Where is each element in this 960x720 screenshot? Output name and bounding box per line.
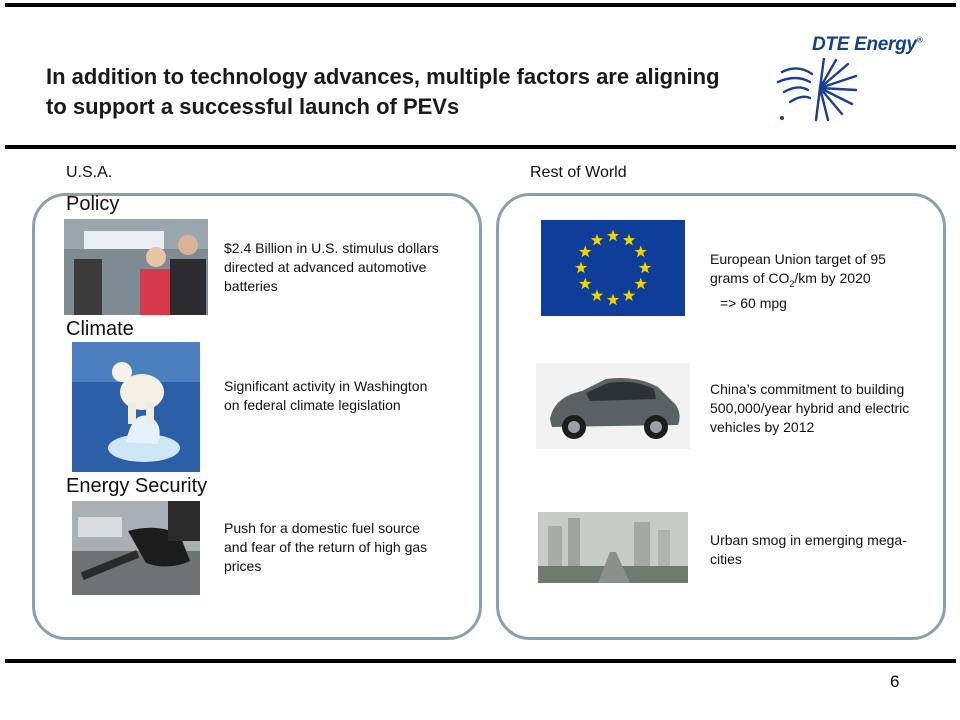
company-logo-text: DTE Energy®: [812, 34, 923, 55]
eu-flag-icon: [541, 220, 685, 316]
climate-heading: Climate: [66, 318, 134, 340]
energy-security-caption: Push for a domestic fuel source and fear of the return of high gas prices: [224, 520, 428, 574]
polar-bear-photo-icon: [72, 342, 200, 472]
header-rule: [5, 145, 956, 149]
top-rule: [5, 3, 956, 7]
policy-heading: Policy: [66, 193, 120, 215]
car-photo-icon: [536, 363, 690, 449]
slide-title: In addition to technology advances, multiple factors are aligning to support a successful launch of PEVs: [46, 64, 720, 119]
climate-caption: Significant activity in Washington on federal climate legislation: [224, 378, 428, 413]
podium-photo-icon: [64, 219, 208, 315]
company-logo-icon: [776, 58, 858, 124]
usa-heading: U.S.A.: [66, 164, 113, 181]
world-heading: Rest of World: [530, 164, 627, 181]
fuel-nozzle-photo-icon: [72, 501, 200, 595]
china-caption: China’s commitment to building 500,000/year hybrid and electric vehicles by 2012: [710, 381, 910, 435]
page-number: 6: [890, 672, 900, 691]
eu-caption: European Union target of 95 grams of $CO_2/km$ by 2020 => 60 mpg: [710, 251, 886, 311]
smog-caption: Urban smog in emerging mega-cities: [710, 532, 907, 567]
policy-caption: $2.4 Billion in U.S. stimulus dollars directed at advanced automotive batteries: [224, 240, 439, 294]
energy-security-heading: Energy Security: [66, 475, 208, 497]
footer-rule: [5, 659, 956, 663]
smog-city-photo-icon: [538, 512, 688, 583]
